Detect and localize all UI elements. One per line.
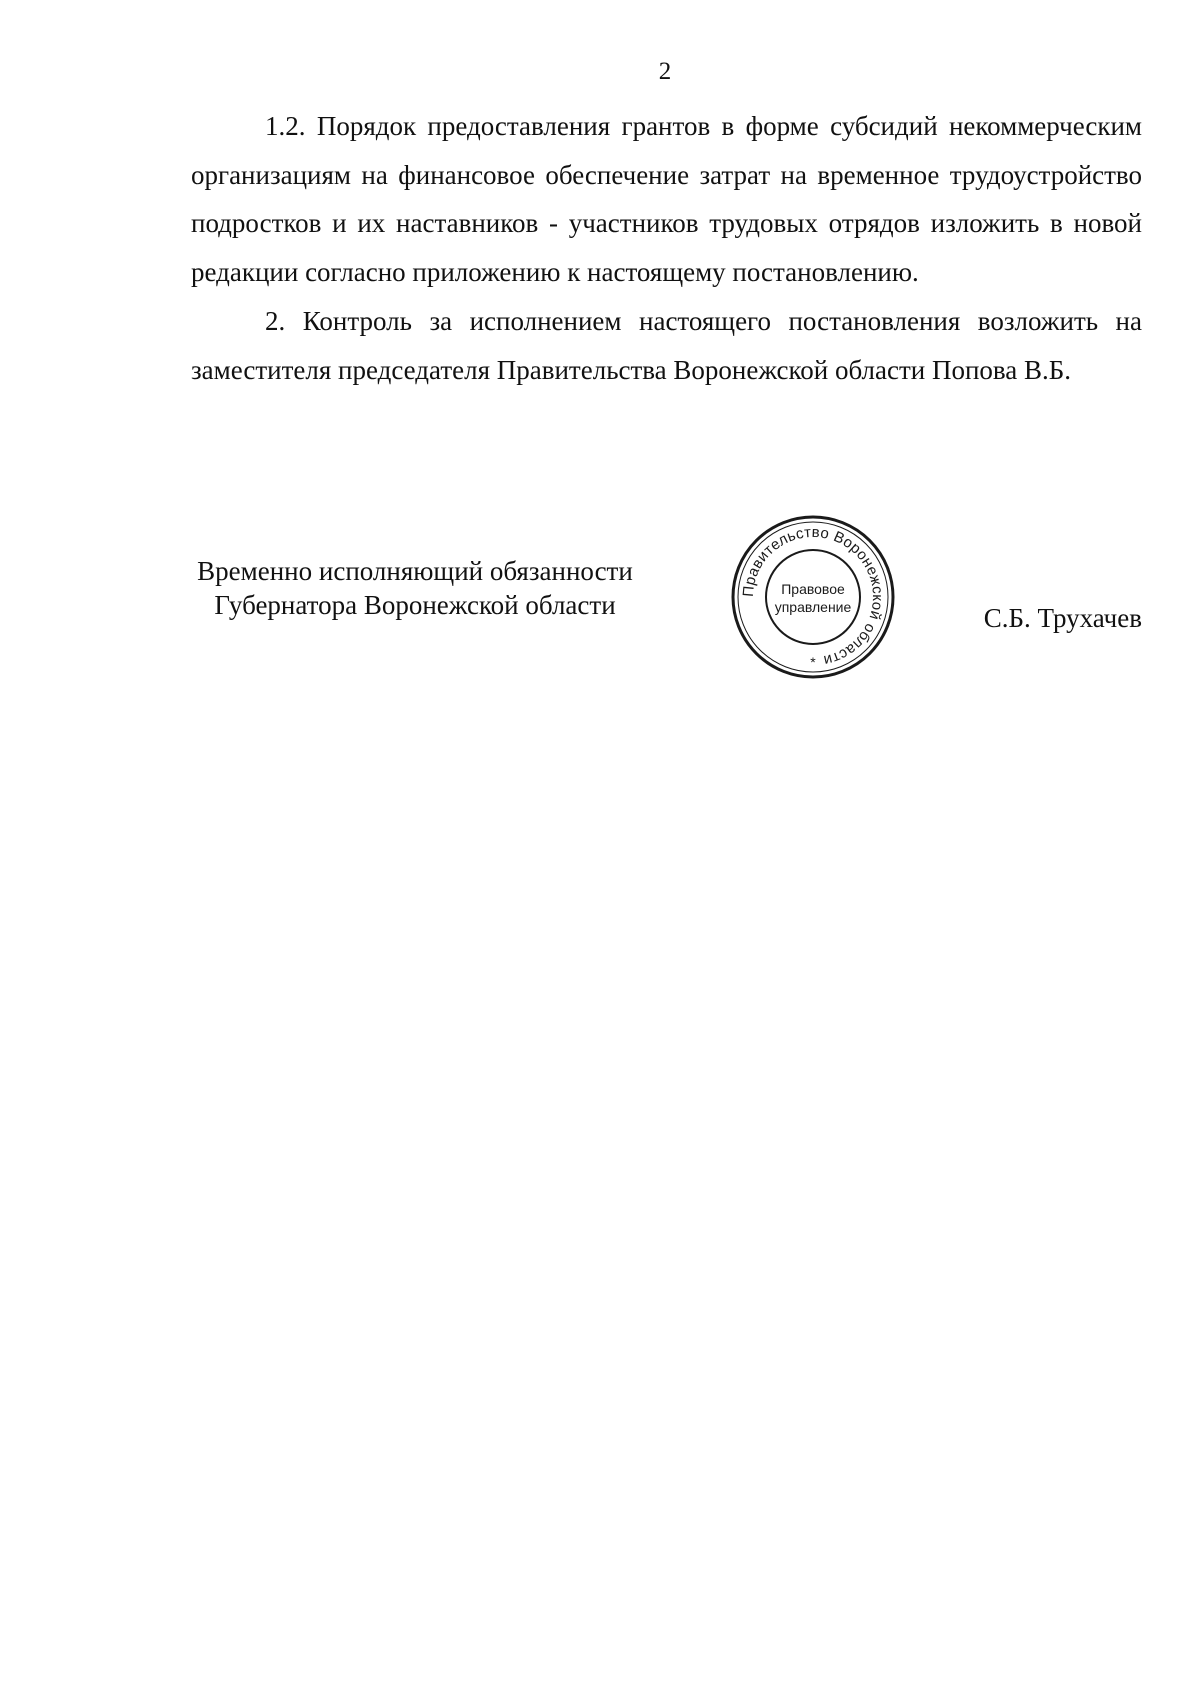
official-seal-stamp xyxy=(728,512,898,682)
seal-outer-text-path: Правительство Воронежской области xyxy=(739,523,887,670)
signatory-position-line-1: Временно исполняющий обязанности xyxy=(197,556,633,586)
signatory-position-line-2: Губернатора Воронежской области xyxy=(214,590,616,620)
document-body xyxy=(191,102,1142,395)
signatory-position xyxy=(170,554,660,622)
seal-outer-ring-thin xyxy=(738,522,888,672)
paragraph-1-2: 1.2. Порядок предоставления грантов в форме субсидий некоммерческим организациям на финансовое обеспечение затрат на временное трудоустройство подростков и их наставников - участников трудовых отрядов изложить в новой редакции согласно приложению к настоящему постановлению. xyxy=(191,111,1142,287)
seal-inner-ring xyxy=(766,550,860,644)
seal-outer-ring xyxy=(733,517,893,677)
paragraph-2: 2. Контроль за исполнением настоящего постановления возложить на заместителя председателя Правительства Воронежской области Попова В.Б. xyxy=(191,306,1142,385)
seal-star-icon: * xyxy=(810,654,816,670)
page-number: 2 xyxy=(658,58,672,85)
seal-inner-line-2: управление xyxy=(774,599,852,615)
seal-inner-line-1: Правовое xyxy=(781,581,845,597)
seal-stamp-graphic xyxy=(728,512,898,682)
signatory-name: С.Б. Трухачев xyxy=(983,603,1142,633)
